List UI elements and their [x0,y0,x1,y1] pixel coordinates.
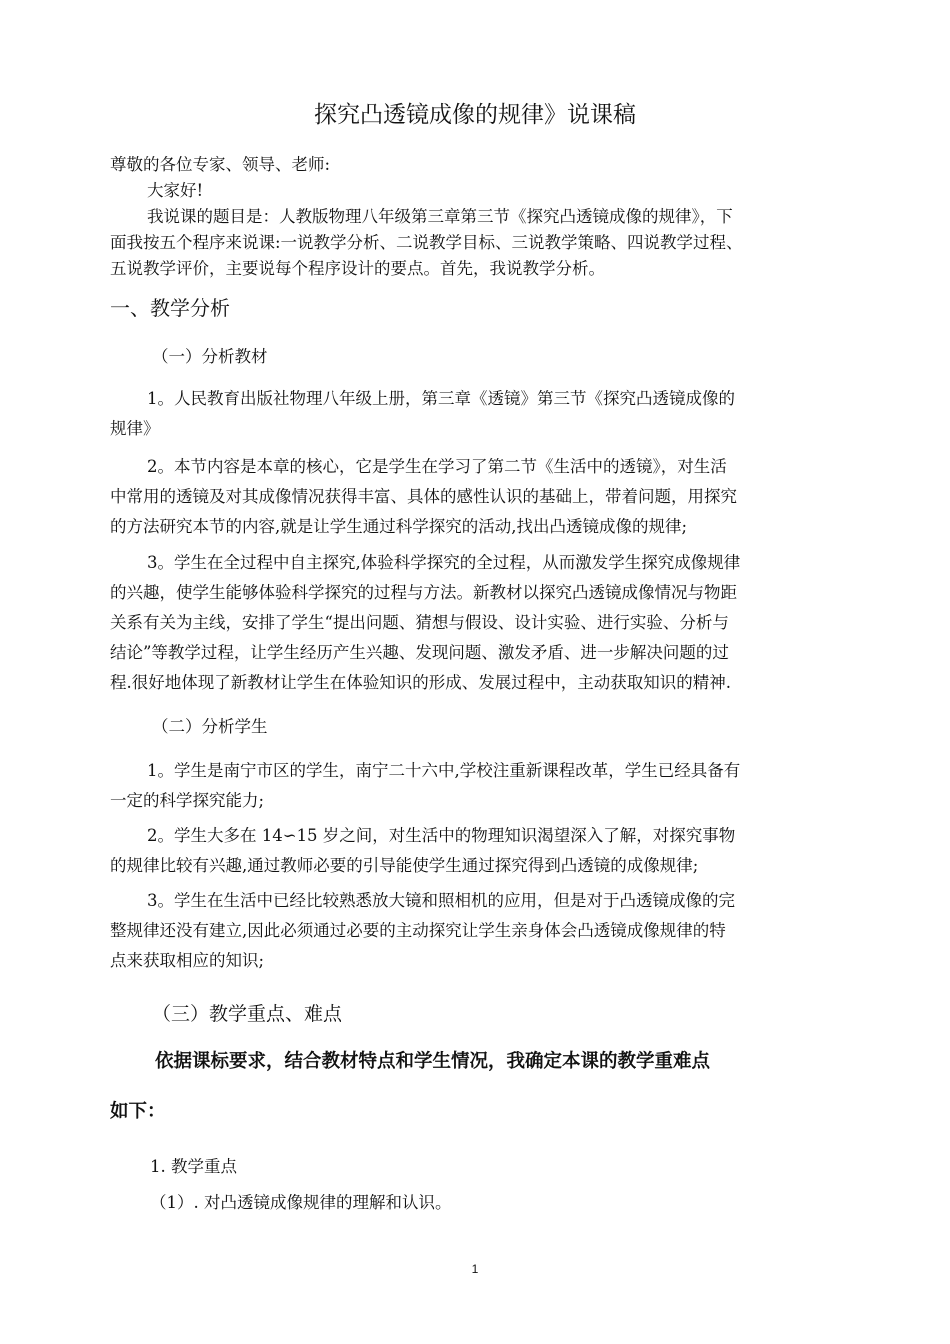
subsection-heading: （三）教学重点、难点 [152,1003,343,1025]
paragraph-line: 整规律还没有建立,因此必须通过必要的主动探究让学生亲身体会凸透镜成像规律的特 [110,921,726,940]
intro-line: 我说课的题目是：人教版物理八年级第三章第三节《探究凸透镜成像的规律》，下 [147,207,733,226]
paragraph-line: 的规律比较有兴趣,通过教师必要的引导能使学生通过探究得到凸透镜的成像规律; [110,856,699,875]
greeting: 尊敬的各位专家、领导、老师: [110,155,331,174]
subsection-heading: （二）分析学生 [152,717,268,736]
paragraph-line: 结论”等教学过程，让学生经历产生兴趣、发现问题、激发矛盾、进一步解决问题的过 [110,643,729,662]
intro-line: 五说教学评价，主要说每个程序设计的要点。首先，我说教学分析。 [110,259,605,278]
paragraph-line: 的兴趣，使学生能够体验科学探究的过程与方法。新教材以探究凸透镜成像情况与物距 [110,583,737,602]
hello: 大家好! [147,181,204,200]
paragraph-line: 关系有关为主线，安排了学生“提出问题、猜想与假设、设计实验、进行实验、分析与 [110,613,729,632]
document-title: 探究凸透镜成像的规律》说课稿 [314,102,636,128]
paragraph-line: 点来获取相应的知识; [110,951,265,970]
paragraph-line: 2。学生大多在 14∽15 岁之间，对生活中的物理知识渴望深入了解，对探究事物 [147,826,736,845]
paragraph-line: 3。学生在生活中已经比较熟悉放大镜和照相机的应用，但是对于凸透镜成像的完 [147,891,735,910]
paragraph-line: 1。人民教育出版社物理八年级上册，第三章《透镜》第三节《探究凸透镜成像的 [147,389,735,408]
paragraph-line: 一定的科学探究能力; [110,791,265,810]
focus-heading: 1. 教学重点 [150,1157,237,1176]
focus-item: （1）. 对凸透镜成像规律的理解和认识。 [150,1193,452,1212]
section-heading: 一、教学分析 [110,296,230,320]
paragraph-line: 1。学生是南宁市区的学生，南宁二十六中,学校注重新课程改革，学生已经具备有 [147,761,741,780]
key-statement-line: 如下： [110,1101,166,1122]
subsection-heading: （一）分析教材 [152,347,268,366]
paragraph-line: 的方法研究本节的内容,就是让学生通过科学探究的活动,找出凸透镜成像的规律; [110,517,688,536]
paragraph-line: 程.很好地体现了新教材让学生在体验知识的形成、发展过程中，主动获取知识的精神. [110,673,731,692]
paragraph-line: 规律》 [110,419,160,438]
key-statement-line: 依据课标要求，结合教材特点和学生情况，我确定本课的教学重难点 [155,1051,711,1072]
paragraph-line: 中常用的透镜及对其成像情况获得丰富、具体的感性认识的基础上，带着问题，用探究 [110,487,737,506]
page-number: 1 [471,1262,479,1276]
intro-line: 面我按五个程序来说课:一说教学分析、二说教学目标、三说教学策略、四说教学过程、 [110,233,743,252]
paragraph-line: 2。本节内容是本章的核心，它是学生在学习了第二节《生活中的透镜》，对生活 [147,457,727,476]
paragraph-line: 3。学生在全过程中自主探究,体验科学探究的全过程，从而激发学生探究成像规律 [147,553,741,572]
